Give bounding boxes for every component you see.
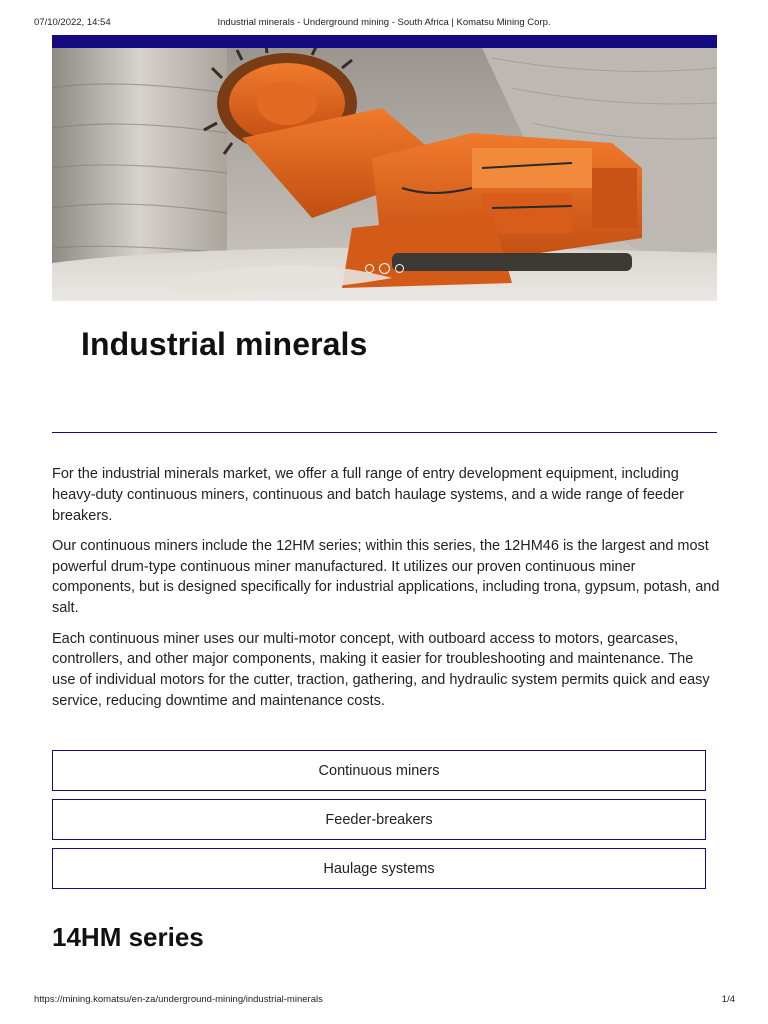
section-title: 14HM series	[52, 922, 204, 952]
divider	[52, 432, 717, 433]
page-number: 1/4	[721, 994, 735, 1005]
print-header	[0, 17, 768, 31]
carousel-dot-3[interactable]	[395, 264, 404, 273]
print-footer	[0, 994, 768, 1008]
feeder-breakers-button[interactable]: Feeder-breakers	[52, 799, 706, 840]
hero-carousel[interactable]	[52, 48, 717, 301]
print-document-title: Industrial minerals - Underground mining - South Africa | Komatsu Mining Corp.	[217, 17, 551, 28]
paragraph: Our continuous miners include the 12HM series; within this series, the 12HM46 is the largest and most powerful drum-type continuous miner manufactured. It utilizes our proven continuous miner components, but is designed specifically for industrial applications, including trona, gypsum, potash, and salt.	[52, 537, 720, 617]
brand-top-bar	[52, 35, 717, 48]
haulage-systems-button[interactable]: Haulage systems	[52, 848, 706, 889]
carousel-dot-2[interactable]	[379, 263, 390, 274]
paragraph: Each continuous miner uses our multi-motor concept, with outboard access to motors, gearcases, controllers, and other major components, making it easier for troubleshooting and maintenance. The use of individual motors for the cutter, traction, gathering, and hydraulic system permits quick and easy service, reducing downtime and maintenance costs.	[52, 630, 710, 709]
page-title: Industrial minerals	[81, 326, 368, 362]
carousel-dot-1[interactable]	[365, 264, 374, 273]
intro-text	[52, 464, 720, 721]
carousel-dots	[365, 264, 404, 274]
print-url: https://mining.komatsu/en-za/underground-mining/industrial-minerals	[34, 994, 323, 1005]
continuous-miners-button[interactable]: Continuous miners	[52, 750, 706, 791]
paragraph: For the industrial minerals market, we offer a full range of entry development equipment, including heavy-duty continuous miners, continuous and batch haulage systems, and a wide range of feeder breakers.	[52, 466, 684, 524]
print-datetime: 07/10/2022, 14:54	[34, 17, 111, 28]
